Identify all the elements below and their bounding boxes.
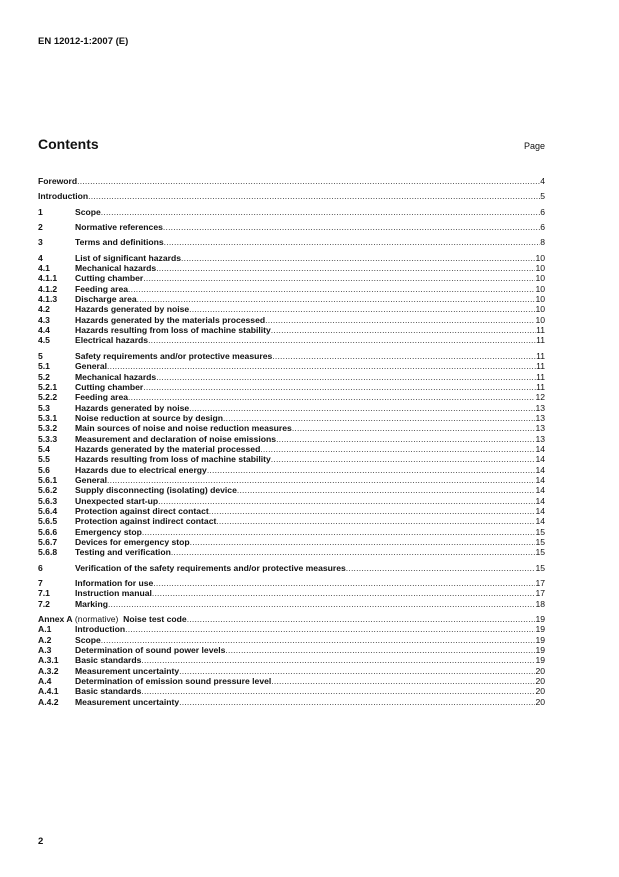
toc-entry-number: A.4.1 (38, 686, 59, 697)
toc-entry-number: 5.6.1 (38, 474, 58, 485)
toc-entry-number: 4.1 (38, 263, 50, 274)
toc-entry-number: A.3.2 (38, 665, 59, 676)
dot-leader (141, 686, 535, 696)
dot-leader (271, 325, 536, 335)
toc-entry[interactable] (38, 263, 545, 273)
dot-leader (143, 382, 536, 392)
toc-entry-page: 19 (535, 614, 545, 625)
toc-entry[interactable] (38, 645, 545, 655)
toc-entry-title: Basic standards (75, 655, 142, 666)
toc-entry[interactable] (38, 454, 545, 464)
toc-entry-title: Supply disconnecting (isolating) device (75, 485, 237, 496)
toc-entry-title: Measurement and declaration of noise emissions (75, 433, 277, 444)
toc-entry-number: 7.1 (38, 588, 50, 599)
toc-entry-title: Cutting chamber (75, 381, 144, 392)
toc-entry[interactable] (38, 325, 545, 335)
toc-entry-title: Determination of sound power levels (75, 645, 226, 656)
toc-entry-page: 15 (535, 537, 545, 547)
toc-entry-number: 5.6.5 (38, 516, 58, 527)
toc-entry-number: 5.3.1 (38, 412, 58, 423)
toc-entry-title: Discharge area (75, 294, 137, 305)
toc-entry-page: 14 (535, 464, 545, 475)
toc-entry-page: 19 (535, 655, 545, 666)
toc-entry-title: Information for use (75, 578, 154, 589)
dot-leader (107, 361, 536, 371)
dot-leader (107, 475, 535, 485)
dot-leader (125, 624, 535, 634)
dot-leader (271, 454, 536, 464)
dot-leader (225, 645, 535, 655)
toc-entry-number: 5.3 (38, 402, 50, 413)
toc-entry-number: 5.6.3 (38, 495, 58, 506)
toc-entry-page: 10 (535, 273, 545, 284)
dot-leader (156, 372, 536, 382)
toc-entry-title: Scope (75, 206, 101, 217)
toc-entry-number: A.3.1 (38, 655, 59, 666)
toc-entry-number: A.2 (38, 634, 52, 645)
toc-entry-page: 19 (535, 634, 545, 645)
toc-entry-number: 5.3.2 (38, 423, 58, 434)
toc-entry[interactable] (38, 176, 545, 186)
toc-entry[interactable] (38, 624, 545, 634)
toc-entry-page: 8 (540, 237, 545, 248)
toc-entry-number: 5.6.7 (38, 537, 58, 547)
toc-entry-page: 20 (535, 676, 545, 687)
toc-entry[interactable] (38, 506, 545, 516)
page-column-label: Page (523, 141, 545, 151)
toc-entry-page: 20 (535, 665, 545, 676)
toc-entry-page: 10 (535, 252, 545, 263)
toc-entry[interactable] (38, 361, 545, 371)
toc-entry[interactable] (38, 563, 545, 573)
toc-entry-page: 10 (535, 314, 545, 325)
toc-entry-page: 10 (535, 304, 545, 315)
dot-leader (187, 614, 536, 624)
toc-entry-page: 11 (536, 325, 545, 336)
toc-entry-number: 5.5 (38, 454, 50, 465)
toc-entry-page: 10 (535, 294, 545, 305)
toc-entry-number: 4.3 (38, 314, 50, 325)
toc-entry[interactable] (38, 516, 545, 526)
dot-leader (158, 496, 535, 506)
toc-entry-title: Basic standards (75, 686, 142, 697)
toc-entry-page: 14 (535, 454, 545, 465)
toc-entry-page: 11 (536, 361, 545, 372)
toc-entry[interactable] (38, 403, 545, 413)
toc-entry-number: 5.6.8 (38, 547, 58, 558)
toc-entry-number: 4.5 (38, 335, 50, 346)
toc-entry-page: 5 (540, 191, 545, 202)
toc-entry[interactable] (38, 475, 545, 485)
toc-entry-number: 4.1.1 (38, 273, 58, 284)
dot-leader (148, 335, 536, 345)
toc-entry-title: Hazards due to electrical energy (75, 464, 207, 475)
dot-leader (223, 413, 535, 423)
toc-entry-page: 13 (535, 433, 545, 444)
toc-entry-page: 14 (535, 474, 545, 485)
toc-entry-title (38, 614, 187, 624)
toc-entry[interactable] (38, 372, 545, 382)
toc-entry-page: 13 (535, 423, 545, 434)
toc-entry-number: 7.2 (38, 598, 50, 609)
toc-entry-title: Hazards generated by the materials processed (75, 314, 266, 325)
toc-entry[interactable] (38, 315, 545, 325)
dot-leader (179, 697, 535, 707)
toc-entry-number: 2 (38, 222, 43, 233)
toc-entry-page: 17 (535, 578, 545, 589)
annex-label: Annex A (38, 614, 73, 625)
dot-leader (77, 176, 540, 186)
dot-leader (143, 273, 535, 283)
toc-entry[interactable] (38, 413, 545, 423)
toc-entry-page: 20 (535, 696, 545, 707)
toc-entry-page: 6 (540, 206, 545, 217)
toc-entry-title: List of significant hazards (75, 252, 182, 263)
dot-leader (164, 237, 541, 247)
toc-entry[interactable] (38, 635, 545, 645)
toc-entry-number: 4.1.2 (38, 283, 58, 294)
dot-leader (292, 423, 536, 433)
dot-leader (88, 191, 540, 201)
toc-entry-title: Measurement uncertainty (75, 696, 180, 707)
toc-entry-title: Testing and verification (75, 547, 171, 558)
toc-entry-number: A.1 (38, 624, 52, 635)
toc-entry[interactable] (38, 351, 545, 361)
dot-leader (346, 563, 536, 573)
toc-entry-title: Protection against indirect contact (75, 516, 217, 527)
toc-entry-number: 5.3.3 (38, 433, 58, 444)
toc-entry[interactable] (38, 527, 545, 537)
toc-entry-title: Introduction (75, 624, 126, 635)
toc-entry-title: Hazards generated by the material processed (75, 443, 261, 454)
toc-entry[interactable] (38, 434, 545, 444)
toc-entry-page: 13 (535, 412, 545, 423)
toc-entry-page: 15 (535, 526, 545, 537)
dot-leader (108, 599, 535, 609)
toc-entry[interactable] (38, 666, 545, 676)
toc-entry[interactable] (38, 655, 545, 665)
dot-leader (260, 444, 535, 454)
toc-entry-number: 5.2.1 (38, 381, 58, 392)
dot-leader (128, 284, 535, 294)
toc-entry-title: Introduction (38, 191, 89, 202)
toc-entry-title: Scope (75, 634, 101, 645)
toc-entry-title: Main sources of noise and noise reduction measures (75, 423, 292, 434)
toc-entry-title: Mechanical hazards (75, 371, 157, 382)
toc-entry-page: 6 (540, 222, 545, 233)
toc-entry-title: Terms and definitions (75, 237, 164, 248)
toc-entry[interactable] (38, 697, 545, 707)
toc-entry-number: 7 (38, 578, 43, 589)
toc-entry-number: 5.6.6 (38, 526, 58, 537)
toc-entry-title: Protection against direct contact (75, 505, 209, 516)
toc-entry[interactable] (38, 253, 545, 263)
toc-entry[interactable] (38, 294, 545, 304)
toc-entry[interactable] (38, 485, 545, 495)
toc-entry-page: 10 (535, 283, 545, 294)
toc-entry-number: 3 (38, 237, 43, 248)
toc-entry[interactable] (38, 588, 545, 598)
annex-title: Noise test code (123, 614, 187, 625)
toc-entry-title: General (75, 361, 108, 372)
document-id-header: EN 12012-1:2007 (E) (38, 36, 129, 47)
toc-entry-title: Determination of emission sound pressure level (75, 676, 272, 687)
toc-entry-number: 4.1.3 (38, 294, 58, 305)
toc-entry-title: Marking (75, 598, 108, 609)
dot-leader (216, 516, 535, 526)
toc-entry[interactable] (38, 465, 545, 475)
toc-entry-title: Hazards resulting from loss of machine stability (75, 454, 271, 465)
dot-leader (152, 588, 536, 598)
toc-entry-page: 19 (535, 624, 545, 635)
toc-entry[interactable] (38, 273, 545, 283)
toc-entry[interactable] (38, 207, 545, 217)
dot-leader (271, 676, 535, 686)
toc-entry-number: 5.2.2 (38, 392, 58, 403)
table-of-contents (38, 176, 545, 707)
toc-entry[interactable] (38, 392, 545, 402)
toc-entry-title: Hazards resulting from loss of machine stability (75, 325, 271, 336)
toc-entry-number: 4.4 (38, 325, 50, 336)
toc-entry-number: 5.2 (38, 371, 50, 382)
toc-entry-number: 4 (38, 252, 43, 263)
toc-entry-page: 11 (536, 381, 545, 392)
toc-entry[interactable] (38, 444, 545, 454)
toc-entry[interactable] (38, 686, 545, 696)
toc-entry-page: 4 (540, 176, 545, 186)
toc-entry[interactable] (38, 547, 545, 557)
toc-entry[interactable] (38, 578, 545, 588)
toc-entry-title: Devices for emergency stop (75, 537, 190, 547)
dot-leader (189, 403, 535, 413)
toc-entry-number: 6 (38, 562, 43, 573)
toc-entry-title: Electrical hazards (75, 335, 149, 346)
toc-entry-number: 5.6.4 (38, 505, 58, 516)
toc-entry-page: 13 (535, 402, 545, 413)
toc-entry-page: 14 (535, 495, 545, 506)
toc-entry-page: 12 (535, 392, 545, 403)
dot-leader (137, 294, 536, 304)
toc-entry-number: 5.6.2 (38, 485, 58, 496)
toc-entry-number: A.4.2 (38, 696, 59, 707)
dot-leader (272, 351, 536, 361)
dot-leader (163, 222, 540, 232)
toc-entry[interactable] (38, 304, 545, 314)
toc-entry-number: 5.6 (38, 464, 50, 475)
toc-entry-title: Verification of the safety requirements and/or protective measures (75, 562, 346, 573)
toc-entry-number: 5 (38, 350, 43, 361)
annex-type: (normative) (72, 614, 124, 625)
dot-leader (181, 253, 535, 263)
page-number: 2 (38, 836, 44, 847)
toc-entry-page: 17 (535, 588, 545, 599)
toc-entry-number: 4.2 (38, 304, 50, 315)
toc-entry-title: Measurement uncertainty (75, 665, 180, 676)
dot-leader (141, 655, 535, 665)
toc-entry-title: Feeding area (75, 392, 129, 403)
dot-leader (171, 547, 536, 557)
dot-leader (237, 485, 536, 495)
toc-entry-number: A.4 (38, 676, 52, 687)
toc-entry-page: 19 (535, 645, 545, 656)
page-title: Contents (38, 136, 99, 152)
toc-entry[interactable] (38, 191, 545, 201)
toc-entry-page: 18 (535, 598, 545, 609)
toc-entry-page: 15 (535, 562, 545, 573)
toc-entry-title: Hazards generated by noise (75, 402, 190, 413)
toc-entry-number: 1 (38, 206, 43, 217)
toc-entry[interactable] (38, 335, 545, 345)
toc-entry[interactable] (38, 423, 545, 433)
toc-entry-page: 14 (535, 485, 545, 496)
toc-entry-page: 14 (535, 505, 545, 516)
toc-entry-title: Feeding area (75, 283, 129, 294)
toc-entry-title: Instruction manual (75, 588, 152, 599)
toc-entry-title: Foreword (38, 176, 78, 186)
toc-entry-title: Emergency stop (75, 526, 142, 537)
toc-entry-page: 10 (535, 263, 545, 274)
toc-entry[interactable] (38, 284, 545, 294)
toc-entry-number: 5.1 (38, 361, 50, 372)
dot-leader (189, 304, 535, 314)
dot-leader (101, 635, 536, 645)
toc-entry[interactable] (38, 614, 545, 624)
toc-entry-title: Noise reduction at source by design (75, 412, 224, 423)
toc-entry-title: Unexpected start-up (75, 495, 159, 506)
dot-leader (209, 506, 536, 516)
toc-entry-page: 11 (536, 371, 545, 382)
dot-leader (276, 434, 535, 444)
toc-entry-title: General (75, 474, 108, 485)
toc-entry[interactable] (38, 496, 545, 506)
dot-leader (142, 527, 536, 537)
toc-entry-number: 5.4 (38, 443, 50, 454)
dot-leader (265, 315, 535, 325)
toc-entry-number: A.3 (38, 645, 52, 656)
toc-entry-title: Cutting chamber (75, 273, 144, 284)
dot-leader (179, 666, 535, 676)
toc-entry-page: 20 (535, 686, 545, 697)
toc-entry-title: Normative references (75, 222, 163, 233)
toc-entry[interactable] (38, 676, 545, 686)
dot-leader (190, 537, 536, 547)
dot-leader (153, 578, 535, 588)
dot-leader (156, 263, 535, 273)
dot-leader (101, 207, 540, 217)
toc-entry[interactable] (38, 237, 545, 247)
toc-entry-title: Mechanical hazards (75, 263, 157, 274)
toc-entry-page: 11 (536, 350, 545, 361)
toc-entry-page: 14 (535, 443, 545, 454)
toc-entry[interactable] (38, 382, 545, 392)
toc-entry-page: 14 (535, 516, 545, 527)
toc-entry-page: 11 (536, 335, 545, 346)
toc-entry-page: 15 (535, 547, 545, 558)
toc-entry[interactable] (38, 537, 545, 547)
dot-leader (128, 392, 535, 402)
toc-entry[interactable] (38, 599, 545, 609)
toc-entry-title: Safety requirements and/or protective measures (75, 350, 273, 361)
toc-entry-title: Hazards generated by noise (75, 304, 190, 315)
dot-leader (207, 465, 536, 475)
toc-entry[interactable] (38, 222, 545, 232)
